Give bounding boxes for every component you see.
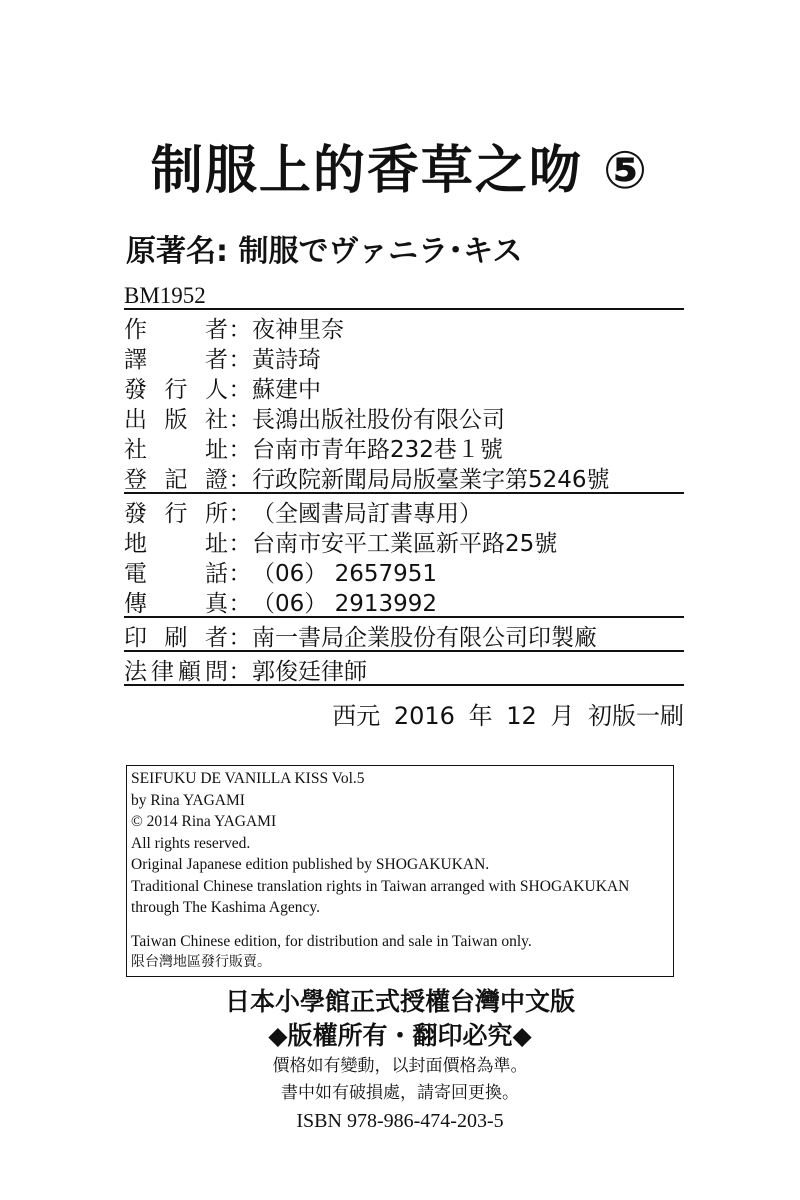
info-value: （全國書局訂書專用） bbox=[252, 500, 482, 527]
notice-line: © 2014 Rina YAGAMI bbox=[131, 813, 277, 830]
info-label-char: 社 bbox=[205, 406, 228, 433]
info-row bbox=[124, 654, 684, 684]
info-label bbox=[124, 461, 228, 494]
copyright-statement: ◆版權所有・翻印必究◆ bbox=[268, 1021, 532, 1050]
info-separator: ： bbox=[228, 346, 252, 373]
info-label-char: 登 bbox=[124, 466, 147, 493]
info-label-char: 社 bbox=[124, 436, 147, 463]
info-label-char: 者 bbox=[205, 346, 228, 373]
info-label-char: 出 bbox=[124, 406, 147, 433]
info-label-char: 者 bbox=[205, 316, 228, 343]
info-value: （06） 2657951 bbox=[252, 560, 438, 587]
info-separator: ： bbox=[228, 624, 252, 651]
info-value: 郭俊廷律師 bbox=[252, 658, 367, 685]
notice-line: Original Japanese edition published by SHOGAKUKAN. bbox=[131, 856, 490, 873]
info-label-char: 話 bbox=[205, 560, 228, 587]
price-notice: 價格如有變動，以封面價格為準。 bbox=[272, 1056, 528, 1076]
distribution-notice-zh: 限台灣地區發行販賣。 bbox=[131, 954, 271, 970]
info-label bbox=[124, 431, 228, 464]
info-separator: ： bbox=[228, 500, 252, 527]
info-label-char: 所 bbox=[205, 500, 228, 527]
info-separator: ： bbox=[228, 658, 252, 685]
info-label-char: 記 bbox=[164, 466, 188, 493]
info-label bbox=[124, 401, 228, 434]
info-value: 台南市安平工業區新平路25號 bbox=[252, 530, 558, 557]
info-label-char: 律 bbox=[151, 658, 174, 685]
info-value: 行政院新聞局局版臺業字第5246號 bbox=[252, 466, 610, 493]
info-row bbox=[124, 402, 684, 432]
info-group bbox=[124, 494, 684, 618]
info-label-char: 真 bbox=[205, 590, 228, 617]
info-row bbox=[124, 312, 684, 342]
notice-line: by Rina YAGAMI bbox=[131, 791, 245, 809]
info-value: 南一書局企業股份有限公司印製廠 bbox=[252, 624, 597, 651]
publication-info-table bbox=[124, 308, 684, 686]
info-label bbox=[124, 619, 228, 652]
info-separator: ： bbox=[228, 406, 252, 433]
info-label-char: 發 bbox=[124, 500, 147, 527]
imprint-block bbox=[0, 985, 800, 1135]
info-group bbox=[124, 618, 684, 652]
info-value: （06） 2913992 bbox=[252, 590, 438, 617]
info-row bbox=[124, 556, 684, 586]
info-separator: ： bbox=[228, 530, 252, 557]
info-row bbox=[124, 526, 684, 556]
info-label-char: 地 bbox=[124, 530, 147, 557]
info-label-char: 發 bbox=[124, 376, 147, 403]
info-row bbox=[124, 432, 684, 462]
info-label-char: 傳 bbox=[124, 590, 147, 617]
license-statement: 日本小學館正式授權台灣中文版 bbox=[224, 987, 575, 1016]
notice-spacer bbox=[131, 919, 669, 931]
info-label-char: 行 bbox=[164, 376, 188, 403]
info-label-char: 譯 bbox=[124, 346, 147, 373]
info-row bbox=[124, 342, 684, 372]
info-label-char: 版 bbox=[164, 406, 188, 433]
info-separator: ： bbox=[228, 316, 252, 343]
info-separator: ： bbox=[228, 436, 252, 463]
book-title: 制服上的香草之吻 ⑤ bbox=[150, 141, 650, 201]
info-group bbox=[124, 652, 684, 686]
info-row bbox=[124, 372, 684, 402]
info-row bbox=[124, 496, 684, 526]
notice-line: SEIFUKU DE VANILLA KISS Vol.5 bbox=[131, 770, 365, 787]
info-label-char: 者 bbox=[205, 624, 228, 651]
original-title: 原著名: 制服でヴァニラ･キス bbox=[126, 234, 523, 269]
info-label bbox=[124, 371, 228, 404]
isbn: ISBN 978-986-474-203-5 bbox=[296, 1110, 504, 1132]
notice-line: Traditional Chinese translation rights in Taiwan arranged with SHOGAKUKAN bbox=[131, 877, 630, 895]
book-code: BM1952 bbox=[124, 283, 206, 308]
notice-line: All rights reserved. bbox=[131, 834, 251, 852]
info-row bbox=[124, 462, 684, 492]
info-label bbox=[124, 555, 228, 588]
info-row bbox=[124, 586, 684, 616]
info-group bbox=[124, 310, 684, 494]
info-label-char: 電 bbox=[124, 560, 147, 587]
info-separator: ： bbox=[228, 466, 252, 493]
info-value: 夜神里奈 bbox=[252, 316, 344, 343]
info-label-char: 問 bbox=[205, 658, 228, 685]
info-value: 台南市青年路232巷１號 bbox=[252, 436, 503, 463]
notice-line: through The Kashima Agency. bbox=[131, 899, 320, 916]
damage-notice: 書中如有破損處，請寄回更換。 bbox=[281, 1083, 519, 1103]
publication-date: 西元 2016 年 12 月 初版一刷 bbox=[332, 702, 684, 730]
info-label-char: 印 bbox=[124, 624, 147, 651]
info-label bbox=[124, 495, 228, 528]
info-label-char: 刷 bbox=[164, 624, 188, 651]
info-label bbox=[124, 311, 228, 344]
info-label bbox=[124, 585, 228, 618]
distribution-notice: Taiwan Chinese edition, for distribution and sale in Taiwan only. bbox=[131, 932, 532, 950]
info-value: 長鴻出版社股份有限公司 bbox=[252, 406, 505, 433]
info-value: 黃詩琦 bbox=[252, 346, 321, 373]
rights-notice-box bbox=[126, 765, 674, 977]
info-label-char: 址 bbox=[205, 530, 228, 557]
info-label-char: 人 bbox=[205, 376, 228, 403]
info-separator: ： bbox=[228, 376, 252, 403]
info-label-char: 顧 bbox=[178, 658, 201, 685]
info-label-char: 法 bbox=[124, 658, 147, 685]
info-label bbox=[124, 653, 228, 686]
info-label bbox=[124, 525, 228, 558]
info-row bbox=[124, 620, 684, 650]
info-label-char: 址 bbox=[205, 436, 228, 463]
info-label-char: 證 bbox=[205, 466, 228, 493]
info-separator: ： bbox=[228, 590, 252, 617]
info-label-char: 行 bbox=[164, 500, 188, 527]
info-separator: ： bbox=[228, 560, 252, 587]
info-value: 蘇建中 bbox=[252, 376, 321, 403]
info-label bbox=[124, 341, 228, 374]
info-label-char: 作 bbox=[124, 316, 147, 343]
